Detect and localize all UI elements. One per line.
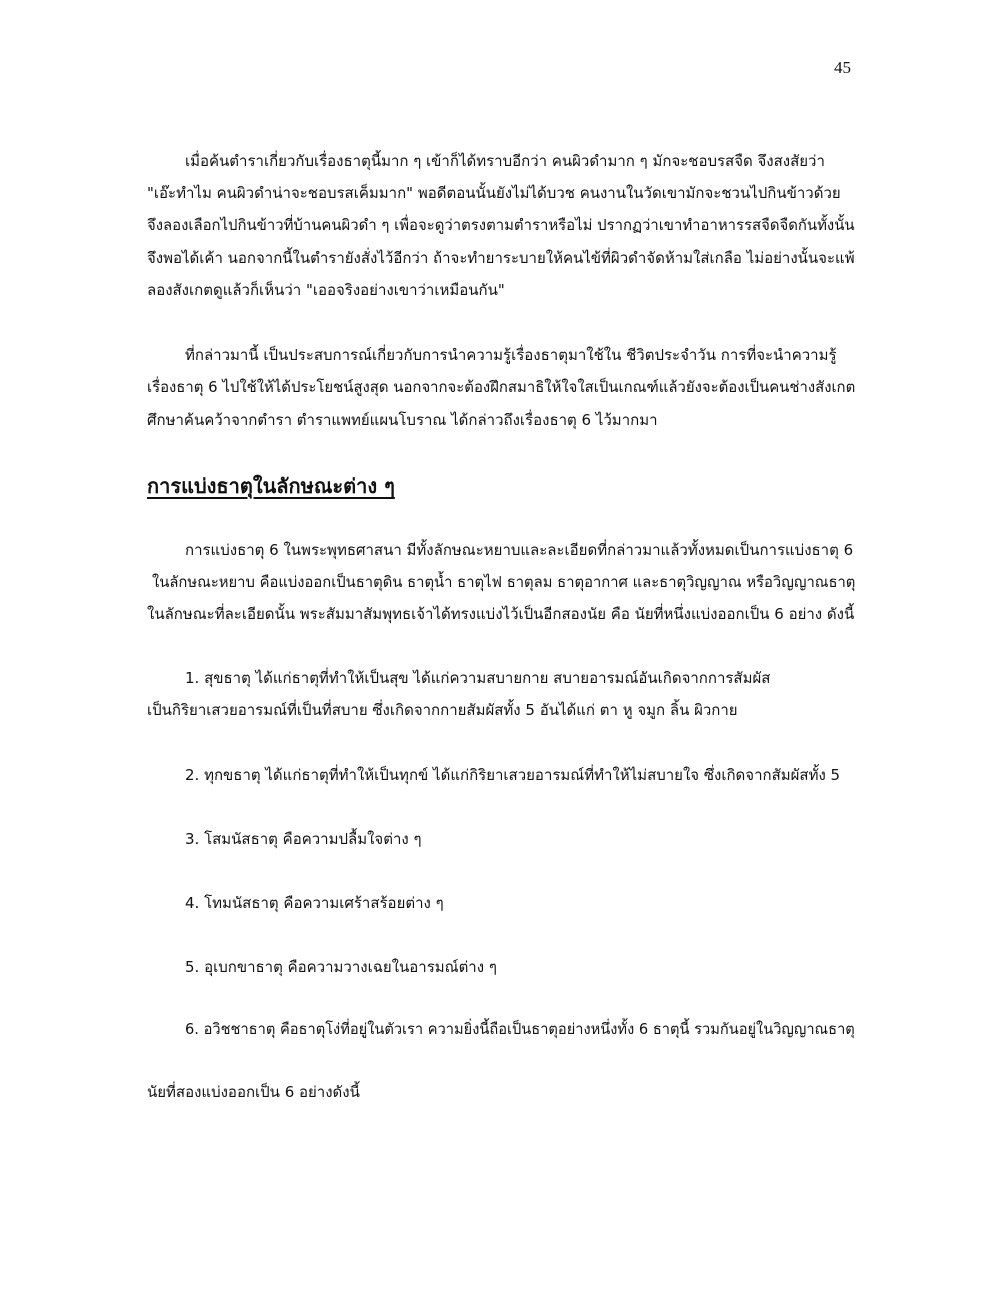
paragraph-1-line-1: เมื่อค้นตำราเกี่ยวกับเรื่องธาตุนี้มาก ๆ เข้าก็ได้ทราบอีกว่า คนผิวดำมาก ๆ มักจะชอบรสจืด จึงสงสัยว่า [185, 152, 825, 170]
list-item: 6. อวิชชาธาตุ คือธาตุโง่ที่อยู่ในตัวเรา ความยิ่งนี้ถือเป็นธาตุอย่างหนึ่งทั้ง 6 ธาตุนี้ รวมกันอยู่ในวิญญาณธาตุ [185, 1020, 855, 1038]
paragraph-1-line-3: จึงลองเลือกไปกินข้าวที่บ้านคนผิวดำ ๆ เพื่อจะดูว่าตรงตามตำราหรือไม่ ปรากฏว่าเขาทำอาหารรสจืดจืดกันทั้งนั้น [147, 216, 855, 234]
closing-line: นัยที่สองแบ่งออกเป็น 6 อย่างดังนี้ [147, 1083, 360, 1101]
paragraph-1-line-4: จึงพอได้เค้า นอกจากนี้ในตำรายังสั่งไว้อีกว่า ถ้าจะทำยาระบายให้คนไข้ที่ผิวดำจัดห้ามใส่เกลือ ไม่อย่างนั้นจะแพ้ [147, 249, 855, 267]
page-number: 45 [834, 58, 851, 77]
list-item: 2. ทุกขธาตุ ได้แก่ธาตุที่ทำให้เป็นทุกข์ ได้แก่กิริยาเสวยอารมณ์ที่ทำให้ไม่สบายใจ ซึ่งเกิดจากสัมผัสทั้ง 5 [185, 766, 841, 784]
paragraph-1-line-2: "เอ๊ะทำไม คนผิวดำน่าจะชอบรสเค็มมาก" พอดีตอนนั้นยังไม่ได้บวช คนงานในวัดเขามักจะชวนไปกินข้าวด้วย [147, 184, 841, 202]
list-item-1-line-2: เป็นกิริยาเสวยอารมณ์ที่เป็นที่สบาย ซึ่งเกิดจากกายสัมผัสทั้ง 5 อันได้แก่ ตา หู จมูก ลิ้น ผิวกาย [147, 701, 738, 719]
section-heading: การแบ่งธาตุในลักษณะต่าง ๆ [147, 474, 395, 498]
paragraph-3-line-2: ในลักษณะหยาบ คือแบ่งออกเป็นธาตุดิน ธาตุน้ำ ธาตุไฟ ธาตุลม ธาตุอากาศ และธาตุวิญญาณ หรือวิญญาณธาตุ [152, 573, 856, 591]
list-item: 5. อุเบกขาธาตุ คือความวางเฉยในอารมณ์ต่าง ๆ [185, 958, 497, 976]
list-item: 4. โทมนัสธาตุ คือความเศร้าสร้อยต่าง ๆ [185, 894, 444, 912]
paragraph-2-line-3: ศึกษาค้นคว้าจากตำรา ตำราแพทย์แผนโบราณ ได้กล่าวถึงเรื่องธาตุ 6 ไว้มากมา [147, 411, 658, 429]
paragraph-2-line-2: เรื่องธาตุ 6 ไปใช้ให้ได้ประโยชน์สูงสุด นอกจากจะต้องฝึกสมาธิให้ใจใสเป็นเกณฑ์แล้วยังจะต้องเป็นคนช่างสังเกต [147, 378, 856, 396]
paragraph-1-line-5: ลองสังเกตดูแล้วก็เห็นว่า "เออจริงอย่างเขาว่าเหมือนกัน" [147, 281, 505, 299]
paragraph-2-line-1: ที่กล่าวมานี้ เป็นประสบการณ์เกี่ยวกับการนำความรู้เรื่องธาตุมาใช้ใน ชีวิตประจำวัน การที่จะนำความรู้ [185, 346, 837, 364]
paragraph-3-line-3: ในลักษณะที่ละเอียดนั้น พระสัมมาสัมพุทธเจ้าได้ทรงแบ่งไว้เป็นอีกสองนัย คือ นัยที่หนึ่งแบ่งออกเป็น 6 อย่าง ดังนี้ [147, 605, 855, 623]
list-item: 3. โสมนัสธาตุ คือความปลื้มใจต่าง ๆ [185, 830, 422, 848]
paragraph-3-line-1: การแบ่งธาตุ 6 ในพระพุทธศาสนา มีทั้งลักษณะหยาบและละเอียดที่กล่าวมาแล้วทั้งหมดเป็นการแบ่งธาตุ 6 [185, 541, 854, 559]
list-item-1-line-1: 1. สุขธาตุ ได้แก่ธาตุที่ทำให้เป็นสุข ได้แก่ความสบายกาย สบายอารมณ์อันเกิดจากการสัมผัส [185, 669, 771, 687]
